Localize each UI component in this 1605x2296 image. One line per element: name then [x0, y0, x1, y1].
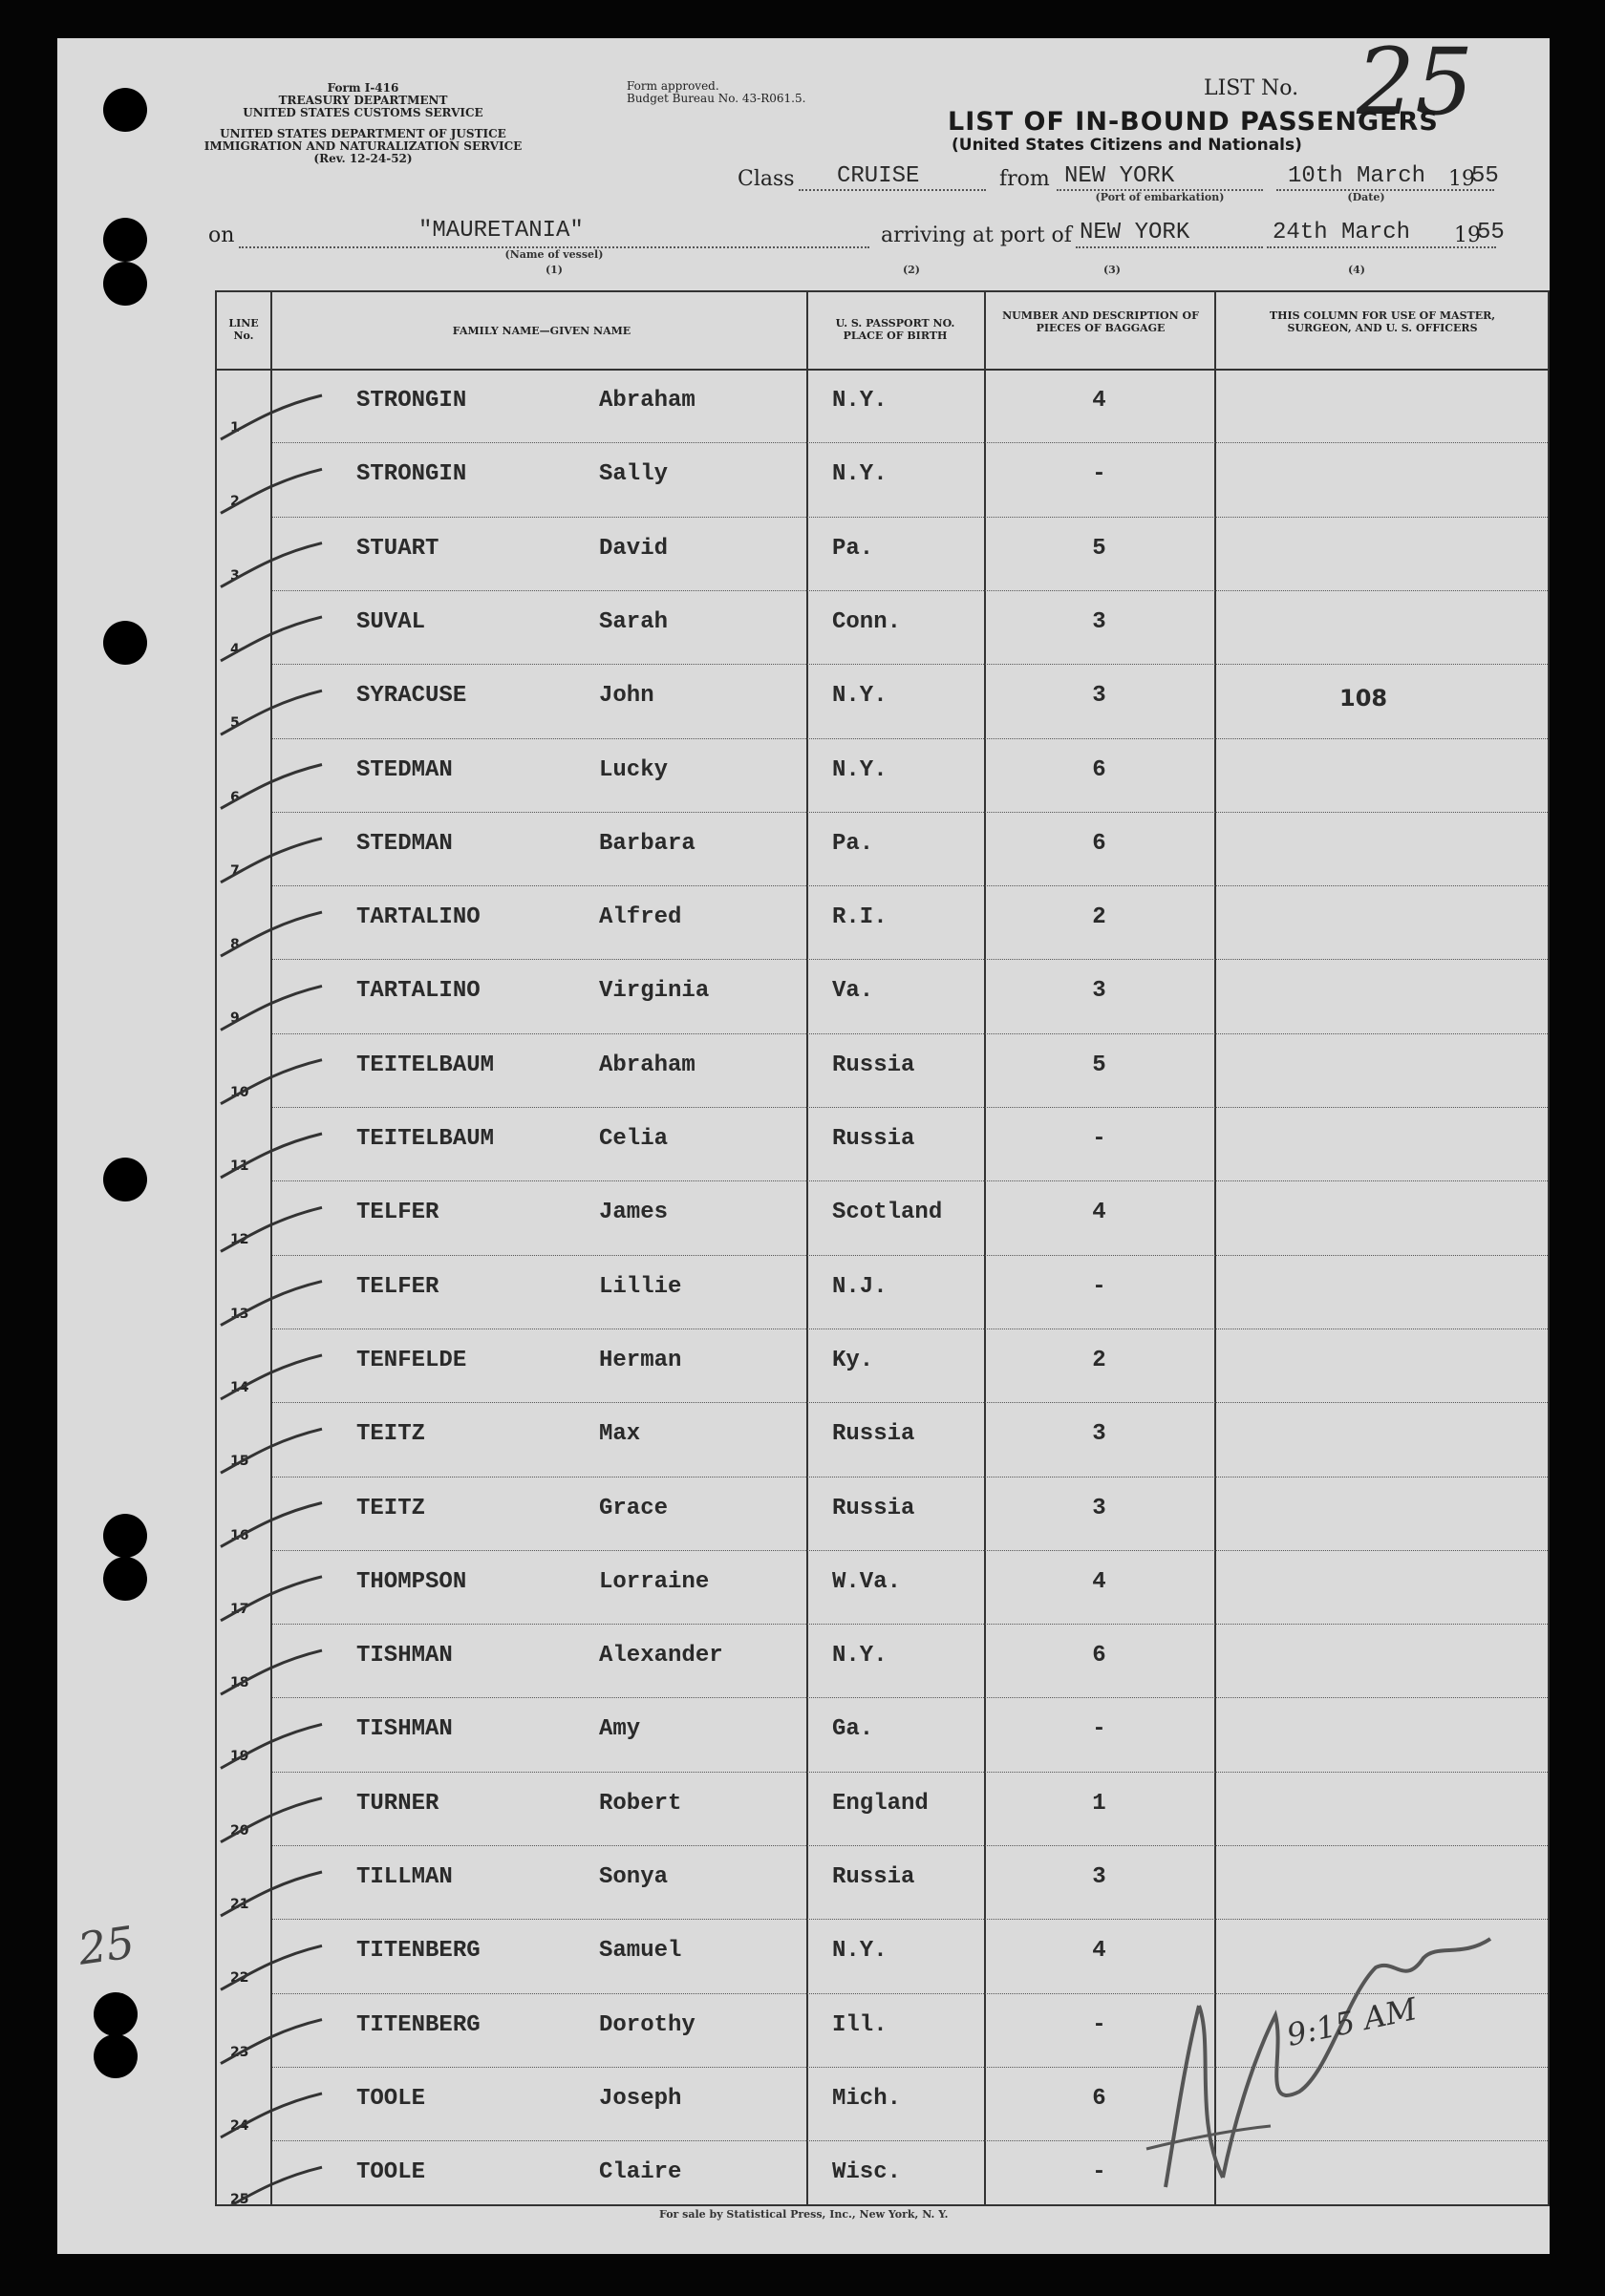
- check-mark: [221, 2167, 322, 2204]
- baggage-count: 6: [1092, 756, 1106, 783]
- form-number: Form I-416: [327, 81, 399, 95]
- arrival-port-line: [1076, 246, 1263, 248]
- on-label: on: [208, 223, 235, 247]
- punch-hole: [103, 88, 147, 132]
- col-header-officers: THIS COLUMN FOR USE OF MASTER, SURGEON, AND U. S. OFFICERS: [1269, 309, 1496, 334]
- given-name: Max: [599, 1421, 641, 1448]
- arrival-port: NEW YORK: [1080, 220, 1190, 245]
- given-name: Grace: [599, 1495, 669, 1521]
- place-of-birth: Russia: [832, 1126, 915, 1152]
- col-divider-name: [806, 292, 808, 2204]
- embark-caption: (Port of embarkation): [1095, 191, 1225, 203]
- class-line: [799, 189, 986, 191]
- passenger-list-page: [57, 29, 1550, 2254]
- row-line-number: 21: [230, 1897, 249, 1912]
- approved-line: Form approved.: [627, 79, 719, 93]
- place-of-birth: R.I.: [832, 904, 888, 931]
- check-mark: [221, 543, 322, 587]
- given-name: Barbara: [599, 830, 696, 857]
- arriving-label: arriving at port of: [881, 223, 1072, 247]
- baggage-count: 1: [1092, 1790, 1106, 1817]
- row-divider: [272, 1107, 1548, 1108]
- row-divider: [272, 1772, 1548, 1773]
- check-mark: [221, 469, 322, 513]
- row-divider: [272, 1255, 1548, 1256]
- family-name: TEITZ: [356, 1421, 426, 1448]
- place-of-birth: W.Va.: [832, 1568, 902, 1595]
- family-name: TARTALINO: [356, 904, 481, 931]
- col-divider-passport: [984, 292, 986, 2204]
- baggage-count: -: [1092, 1716, 1106, 1743]
- family-name: STRONGIN: [356, 461, 467, 488]
- check-mark: [221, 2020, 322, 2064]
- row-line-number: 12: [230, 1232, 249, 1248]
- check-marks: [217, 292, 408, 2204]
- family-name: TOOLE: [356, 2159, 426, 2186]
- place-of-birth: Conn.: [832, 608, 902, 635]
- check-mark: [221, 1134, 322, 1178]
- row-line-number: 1: [230, 420, 240, 436]
- given-name: Amy: [599, 1716, 641, 1743]
- family-name: SYRACUSE: [356, 683, 467, 710]
- family-name: TEITELBAUM: [356, 1052, 495, 1078]
- punch-hole: [94, 2034, 138, 2078]
- time-note: 9:15 AM: [1283, 1990, 1421, 2053]
- col-caption-2: (2): [902, 264, 921, 276]
- given-name: Robert: [599, 1790, 682, 1817]
- baggage-count: 3: [1092, 683, 1106, 710]
- baggage-count: 3: [1092, 978, 1106, 1005]
- place-of-birth: Ky.: [832, 1347, 874, 1373]
- family-name: TISHMAN: [356, 1716, 453, 1743]
- row-line-number: 16: [230, 1527, 249, 1543]
- embark-year-prefix: 19: [1448, 167, 1475, 191]
- row-line-number: 7: [230, 862, 240, 879]
- row-divider: [272, 1624, 1548, 1625]
- row-divider: [272, 1550, 1548, 1551]
- baggage-count: 3: [1092, 1495, 1106, 1521]
- place-of-birth: Russia: [832, 1864, 915, 1890]
- row-line-number: 22: [230, 1970, 249, 1987]
- row-line-number: 6: [230, 789, 240, 805]
- place-of-birth: Russia: [832, 1052, 915, 1078]
- check-mark: [221, 691, 322, 734]
- given-name: Lillie: [599, 1273, 682, 1300]
- justice-block: [201, 128, 525, 165]
- place-of-birth: N.Y.: [832, 1938, 888, 1965]
- row-divider: [272, 959, 1548, 960]
- row-divider: [272, 1033, 1548, 1034]
- arrival-year-prefix: 19: [1454, 223, 1481, 247]
- family-name: STUART: [356, 535, 439, 562]
- from-label: from: [999, 167, 1050, 191]
- family-name: TEITZ: [356, 1495, 426, 1521]
- family-name: TILLMAN: [356, 1864, 453, 1890]
- punch-hole: [103, 1557, 147, 1601]
- given-name: Abraham: [599, 1052, 696, 1078]
- embark-year: 55: [1471, 163, 1499, 189]
- dept-customs: UNITED STATES CUSTOMS SERVICE: [243, 106, 483, 119]
- place-of-birth: N.Y.: [832, 1643, 888, 1669]
- baggage-count: 4: [1092, 1568, 1106, 1595]
- arrival-year: 55: [1477, 220, 1505, 245]
- baggage-count: -: [1092, 461, 1106, 488]
- check-mark: [221, 986, 322, 1030]
- dept-treasury: TREASURY DEPARTMENT: [278, 94, 448, 107]
- family-name: STEDMAN: [356, 830, 453, 857]
- vessel-caption: (Name of vessel): [504, 248, 604, 261]
- check-mark: [221, 1577, 322, 1621]
- margin-number: 25: [75, 1916, 139, 1975]
- given-name: Dorothy: [599, 2011, 696, 2038]
- check-mark: [221, 1872, 322, 1916]
- baggage-count: 6: [1092, 830, 1106, 857]
- row-line-number: 5: [230, 715, 240, 732]
- check-mark: [221, 765, 322, 809]
- check-mark: [221, 912, 322, 956]
- given-name: Lucky: [599, 756, 669, 783]
- col-caption-1: (1): [545, 264, 564, 276]
- family-name: STRONGIN: [356, 388, 467, 414]
- row-line-number: 25: [230, 2192, 249, 2208]
- baggage-count: 3: [1092, 1864, 1106, 1890]
- baggage-count: 2: [1092, 904, 1106, 931]
- family-name: SUVAL: [356, 608, 426, 635]
- check-mark: [221, 395, 322, 439]
- family-name: THOMPSON: [356, 1568, 467, 1595]
- row-divider: [272, 738, 1548, 739]
- check-mark: [221, 1207, 322, 1251]
- punch-hole: [103, 621, 147, 665]
- col-header-line-no: LINE No.: [228, 317, 259, 342]
- row-divider: [272, 1180, 1548, 1181]
- baggage-count: -: [1092, 2159, 1106, 2186]
- row-line-number: 10: [230, 1084, 249, 1100]
- row-line-number: 8: [230, 937, 240, 953]
- row-line-number: 17: [230, 1601, 249, 1617]
- arrival-date-line: [1267, 246, 1496, 248]
- arrival-date: 24th March: [1273, 220, 1411, 245]
- row-line-number: 4: [230, 641, 240, 657]
- list-no-label: LIST No.: [1204, 76, 1299, 100]
- family-name: TELFER: [356, 1273, 439, 1300]
- place-of-birth: N.Y.: [832, 388, 888, 414]
- row-divider: [272, 664, 1548, 665]
- row-line-number: 2: [230, 494, 240, 510]
- date-caption: (Date): [1347, 191, 1385, 203]
- col-caption-3: (3): [1102, 264, 1122, 276]
- check-mark: [221, 1429, 322, 1473]
- baggage-count: -: [1092, 1126, 1106, 1152]
- class-value: CRUISE: [837, 163, 920, 189]
- place-of-birth: Scotland: [832, 1200, 943, 1226]
- baggage-count: 2: [1092, 1347, 1106, 1373]
- family-name: TITENBERG: [356, 1938, 481, 1965]
- row-divider: [272, 590, 1548, 591]
- given-name: James: [599, 1200, 669, 1226]
- page-title: LIST OF IN-BOUND PASSENGERS: [948, 107, 1439, 137]
- row-line-number: 18: [230, 1675, 249, 1691]
- row-divider: [272, 1477, 1548, 1478]
- row-divider: [272, 885, 1548, 886]
- given-name: Claire: [599, 2159, 682, 2186]
- place-of-birth: Pa.: [832, 535, 874, 562]
- baggage-count: 3: [1092, 608, 1106, 635]
- row-divider: [272, 442, 1548, 443]
- place-of-birth: N.Y.: [832, 461, 888, 488]
- given-name: Alfred: [599, 904, 682, 931]
- baggage-count: -: [1092, 1273, 1106, 1300]
- col-header-passport: U. S. PASSPORT NO. PLACE OF BIRTH: [835, 317, 955, 342]
- place-of-birth: Russia: [832, 1495, 915, 1521]
- class-label: Class: [738, 167, 795, 191]
- row-divider: [272, 517, 1548, 518]
- officer-note: 108: [1339, 685, 1388, 712]
- family-name: TEITELBAUM: [356, 1126, 495, 1152]
- row-line-number: 11: [230, 1159, 249, 1174]
- family-name: TITENBERG: [356, 2011, 481, 2038]
- budget-bureau-line: Budget Bureau No. 43-R061.5.: [627, 92, 806, 105]
- family-name: TELFER: [356, 1200, 439, 1226]
- baggage-count: -: [1092, 2011, 1106, 2038]
- given-name: David: [599, 535, 669, 562]
- col-header-baggage: NUMBER AND DESCRIPTION OF PIECES OF BAGGAGE: [1002, 309, 1199, 334]
- family-name: TISHMAN: [356, 1643, 453, 1669]
- baggage-count: 4: [1092, 388, 1106, 414]
- given-name: Abraham: [599, 388, 696, 414]
- row-line-number: 9: [230, 1010, 240, 1027]
- punch-hole: [103, 218, 147, 262]
- col-header-name: FAMILY NAME—GIVEN NAME: [452, 325, 631, 337]
- baggage-count: 5: [1092, 1052, 1106, 1078]
- place-of-birth: Russia: [832, 1421, 915, 1448]
- given-name: John: [599, 683, 654, 710]
- row-line-number: 13: [230, 1306, 249, 1322]
- row-line-number: 20: [230, 1822, 249, 1839]
- row-line-number: 14: [230, 1379, 249, 1395]
- row-line-number: 19: [230, 1749, 249, 1765]
- check-mark: [221, 1650, 322, 1694]
- check-mark: [221, 2094, 322, 2137]
- row-line-number: 3: [230, 567, 240, 584]
- form-id-block: [220, 82, 506, 119]
- inspector-signature: [1108, 1901, 1519, 2216]
- baggage-count: 6: [1092, 1643, 1106, 1669]
- place-of-birth: N.Y.: [832, 683, 888, 710]
- given-name: Sonya: [599, 1864, 669, 1890]
- given-name: Lorraine: [599, 1568, 710, 1595]
- given-name: Sarah: [599, 608, 669, 635]
- check-mark: [221, 1798, 322, 1842]
- col-caption-4: (4): [1347, 264, 1366, 276]
- punch-hole: [94, 1992, 138, 2036]
- row-divider: [272, 1402, 1548, 1403]
- punch-hole: [103, 1514, 147, 1558]
- header-divider: [217, 369, 1548, 371]
- form-revision: (Rev. 12-24-52): [313, 152, 413, 165]
- given-name: Sally: [599, 461, 669, 488]
- baggage-count: 5: [1092, 535, 1106, 562]
- page-subtitle: (United States Citizens and Nationals): [952, 136, 1302, 155]
- place-of-birth: Ill.: [832, 2011, 888, 2038]
- place-of-birth: Mich.: [832, 2085, 902, 2112]
- place-of-birth: Va.: [832, 978, 874, 1005]
- list-number: 25: [1357, 29, 1474, 136]
- baggage-count: 4: [1092, 1938, 1106, 1965]
- place-of-birth: Pa.: [832, 830, 874, 857]
- dept-immigration: IMMIGRATION AND NATURALIZATION SERVICE: [203, 139, 523, 153]
- row-divider: [272, 1845, 1548, 1846]
- check-mark: [221, 1724, 322, 1768]
- check-mark: [221, 1503, 322, 1547]
- place-of-birth: Ga.: [832, 1716, 874, 1743]
- family-name: STEDMAN: [356, 756, 453, 783]
- punch-hole: [103, 262, 147, 306]
- family-name: TOOLE: [356, 2085, 426, 2112]
- baggage-count: 4: [1092, 1200, 1106, 1226]
- given-name: Samuel: [599, 1938, 682, 1965]
- check-mark: [221, 1282, 322, 1326]
- row-line-number: 23: [230, 2044, 249, 2060]
- footer-printer: For sale by Statistical Press, Inc., New York, N. Y.: [659, 2208, 949, 2221]
- family-name: TARTALINO: [356, 978, 481, 1005]
- given-name: Virginia: [599, 978, 710, 1005]
- place-of-birth: N.Y.: [832, 756, 888, 783]
- dept-justice: UNITED STATES DEPARTMENT OF JUSTICE: [220, 127, 506, 140]
- place-of-birth: N.J.: [832, 1273, 888, 1300]
- check-mark: [221, 839, 322, 882]
- check-mark: [221, 617, 322, 661]
- row-divider: [272, 812, 1548, 813]
- baggage-count: 6: [1092, 2085, 1106, 2112]
- embark-port: NEW YORK: [1064, 163, 1175, 189]
- given-name: Herman: [599, 1347, 682, 1373]
- punch-hole: [103, 1158, 147, 1201]
- check-mark: [221, 1945, 322, 1989]
- approval-block: [627, 80, 856, 105]
- given-name: Joseph: [599, 2085, 682, 2112]
- given-name: Alexander: [599, 1643, 723, 1669]
- place-of-birth: England: [832, 1790, 929, 1817]
- given-name: Celia: [599, 1126, 669, 1152]
- family-name: TENFELDE: [356, 1347, 467, 1373]
- check-mark: [221, 1355, 322, 1399]
- row-line-number: 15: [230, 1454, 249, 1470]
- row-line-number: 24: [230, 2117, 249, 2134]
- vessel-name: "MAURETANIA": [418, 218, 584, 244]
- baggage-count: 3: [1092, 1421, 1106, 1448]
- family-name: TURNER: [356, 1790, 439, 1817]
- check-mark: [221, 1060, 322, 1104]
- embark-date: 10th March: [1288, 163, 1426, 189]
- place-of-birth: Wisc.: [832, 2159, 902, 2186]
- row-divider: [272, 1697, 1548, 1698]
